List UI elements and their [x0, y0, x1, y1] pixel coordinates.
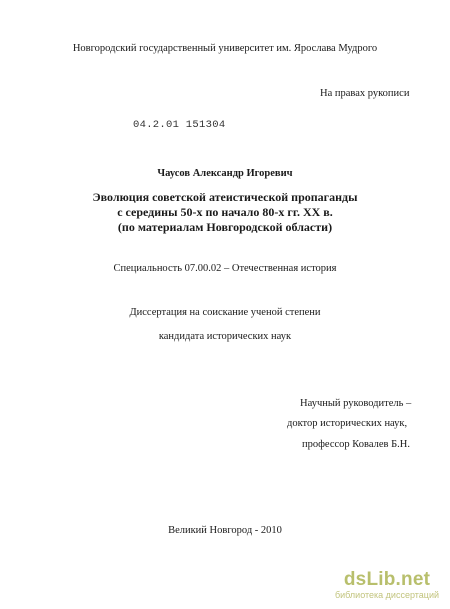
title-line: Эволюция советской атеистической пропаганды [92, 190, 358, 204]
advisor-line: Научный руководитель – [300, 398, 412, 409]
city-year: Великий Новгород - 2010 [168, 525, 282, 536]
advisor-line: доктор исторических наук, [287, 418, 408, 429]
watermark-logo: dsLib.net [343, 569, 431, 591]
university-name: Новгородский государственный университет им. Ярослава Мудрого [72, 43, 378, 54]
advisor-line: профессор Ковалев Б.Н. [302, 439, 410, 450]
stamp-number: 04.2.01 151304 [133, 119, 226, 131]
watermark-subtitle: библиотека диссертаций [334, 590, 439, 601]
specialty-line: Специальность 07.00.02 – Отечественная история [113, 263, 337, 274]
rights-notice: На правах рукописи [320, 88, 410, 99]
title-line: (по материалам Новгородской области) [117, 220, 333, 234]
author-name: Чаусов Александр Игоревич [157, 168, 293, 179]
degree-line: кандидата исторических наук [158, 331, 292, 342]
title-line: с середины 50-х по начало 80-х гг. XX в. [117, 205, 333, 219]
dissertation-line: Диссертация на соискание ученой степени [129, 307, 321, 318]
site-watermark [332, 570, 442, 601]
